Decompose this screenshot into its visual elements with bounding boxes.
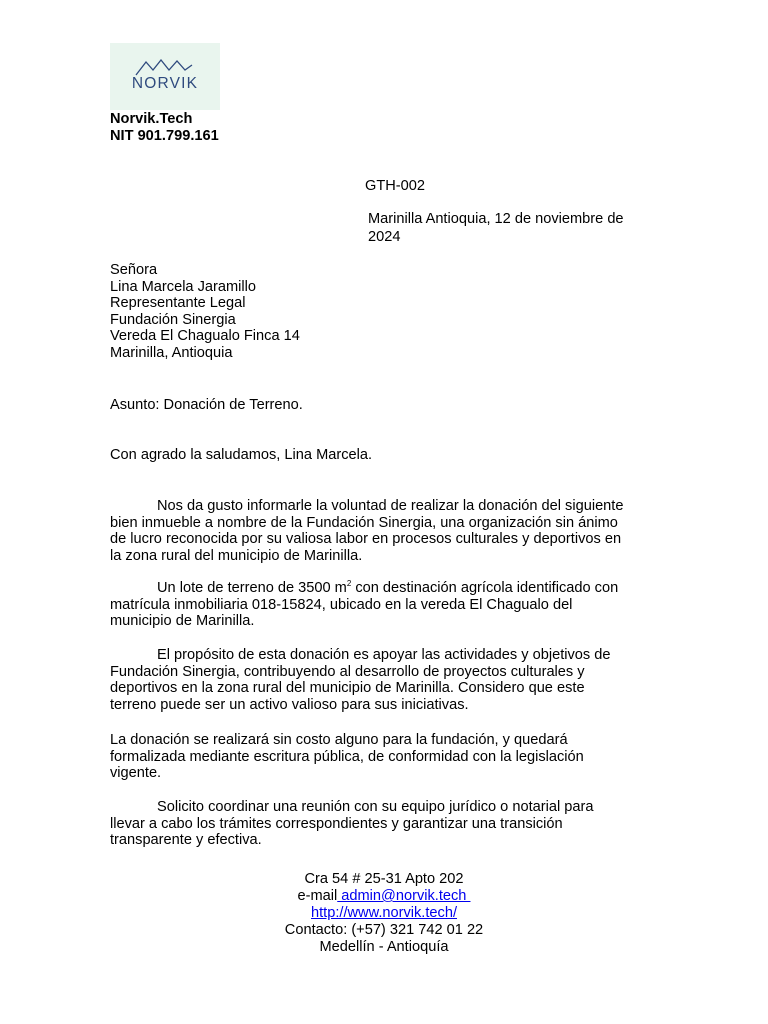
greeting: Con agrado la saludamos, Lina Marcela. xyxy=(110,447,373,463)
recipient-title: Señora xyxy=(110,262,158,278)
paragraph-1-line-2: bien inmueble a nombre de la Fundación Sinergia, una organización sin ánimo xyxy=(110,514,618,531)
footer-website-link[interactable]: http://www.norvik.tech/ xyxy=(311,905,457,921)
paragraph-4-line-2: formalizada mediante escritura pública, de conformidad con la legislación xyxy=(110,748,584,765)
footer-address: Cra 54 # 25-31 Apto 202 xyxy=(304,871,464,887)
reference-code: GTH-002 xyxy=(365,178,426,194)
paragraph-2-line-3: municipio de Marinilla. xyxy=(110,613,255,630)
company-nit: NIT 901.799.161 xyxy=(110,128,219,144)
date-line-2: 2024 xyxy=(368,229,401,245)
paragraph-4-line-1: La donación se realizará sin costo alguno para la fundación, y quedará xyxy=(110,732,568,748)
paragraph-1-line-1: Nos da gusto informarle la voluntad de realizar la donación del siguiente xyxy=(157,498,624,514)
footer-email-line xyxy=(0,888,768,905)
body-paragraph-1 xyxy=(110,498,670,564)
recipient-name: Lina Marcela Jaramillo xyxy=(110,278,256,295)
body-paragraph-5 xyxy=(110,799,670,849)
footer-email-link[interactable]: admin@norvik.tech xyxy=(337,888,471,904)
paragraph-2-line-1b: con destinación agrícola identificado con xyxy=(351,580,619,596)
paragraph-1-line-4: la zona rural del municipio de Marinilla. xyxy=(110,547,363,564)
body-paragraph-3 xyxy=(110,647,670,713)
footer-phone: Contacto: (+57) 321 742 01 22 xyxy=(284,922,484,938)
paragraph-2-line-1a: Un lote de terreno de 3500 m xyxy=(157,580,347,596)
area-superscript: 2 xyxy=(346,579,352,589)
paragraph-3-line-4: terreno puede ser un activo valioso para sus iniciativas. xyxy=(110,696,469,713)
paragraph-1-line-3: de lucro reconocida por su valiosa labor en procesos culturales y deportivos en xyxy=(110,531,622,548)
footer-email-label: e-mail xyxy=(297,888,338,904)
paragraph-5-line-3: transparente y efectiva. xyxy=(110,832,262,849)
logo-wordmark: NORVIK xyxy=(131,75,199,92)
paragraph-3-line-2: Fundación Sinergia, contribuyendo al desarrollo de proyectos culturales y xyxy=(110,663,585,680)
paragraph-3-line-3: deportivos en la zona rural del municipio de Marinilla. Considero que este xyxy=(110,680,585,697)
footer-city: Medellín - Antioquía xyxy=(319,939,449,955)
paragraph-4-line-3: vigente. xyxy=(110,765,162,782)
paragraph-3-line-1: El propósito de esta donación es apoyar las actividades y objetivos de xyxy=(157,647,611,663)
paragraph-5-line-2: llevar a cabo los trámites correspondientes y garantizar una transición xyxy=(110,815,563,832)
recipient-organization: Fundación Sinergia xyxy=(110,311,236,328)
recipient-block xyxy=(110,262,300,362)
recipient-role: Representante Legal xyxy=(110,295,246,312)
date-line-1: Marinilla Antioquia, 12 de noviembre de xyxy=(368,211,624,227)
recipient-address: Vereda El Chagualo Finca 14 xyxy=(110,328,300,345)
company-name: Norvik.Tech xyxy=(110,111,193,127)
footer-contact xyxy=(0,871,768,956)
paragraph-5-line-1: Solicito coordinar una reunión con su equipo jurídico o notarial para xyxy=(157,799,594,815)
paragraph-2-line-2: matrícula inmobiliaria 018-15824, ubicado en la vereda El Chagualo del xyxy=(110,596,573,613)
recipient-city: Marinilla, Antioquia xyxy=(110,344,233,361)
body-paragraph-2 xyxy=(110,580,670,630)
subject-line: Asunto: Donación de Terreno. xyxy=(110,397,303,413)
body-paragraph-4 xyxy=(110,732,670,782)
company-logo xyxy=(110,43,220,110)
